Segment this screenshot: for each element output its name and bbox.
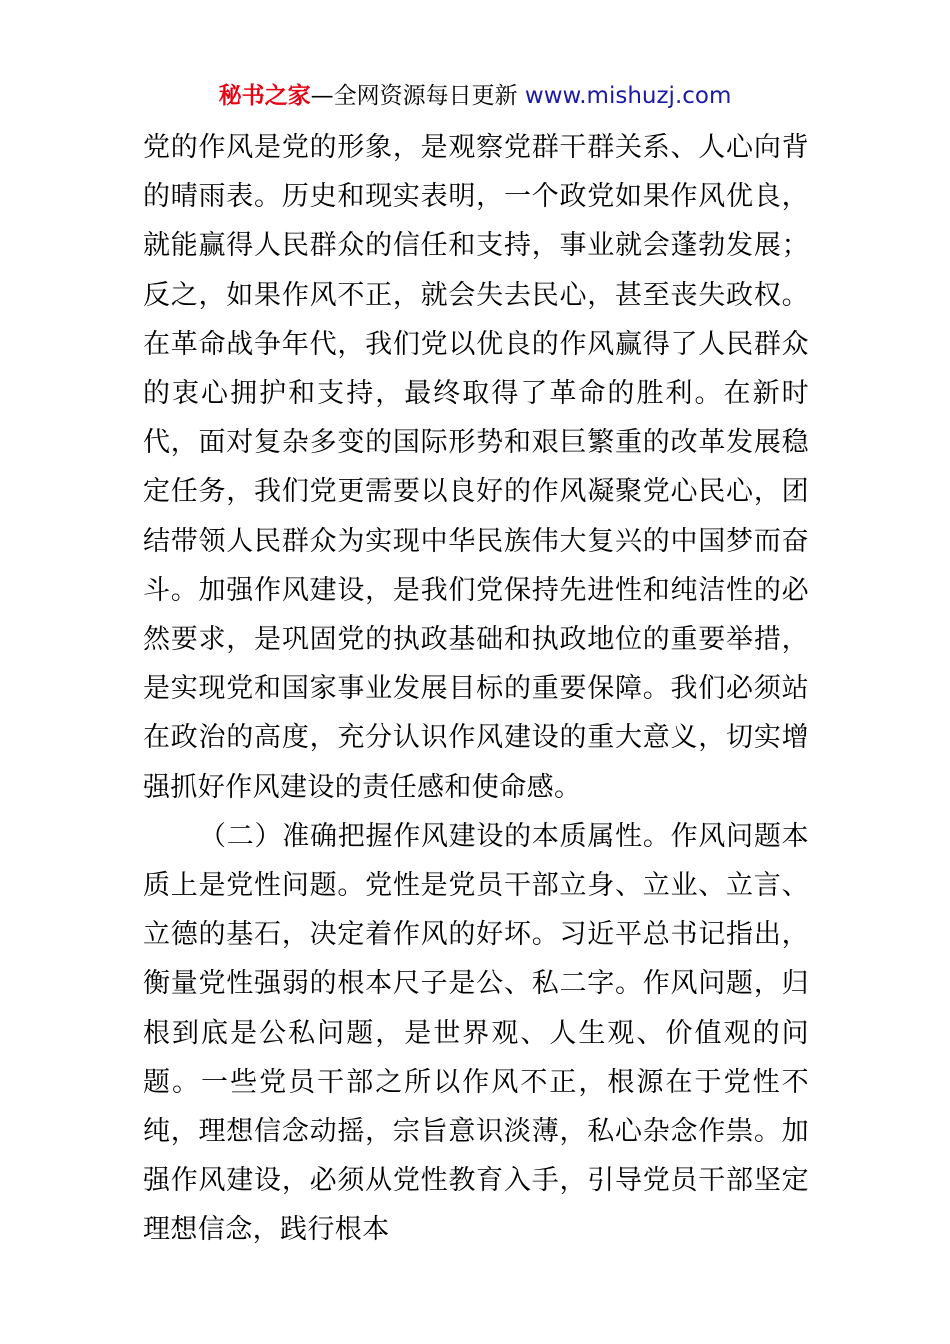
- document-body: [143, 123, 809, 1255]
- site-tagline: —全网资源每日更新: [310, 83, 518, 109]
- page-header: [0, 80, 950, 112]
- paragraph-continued: 党的作风是党的形象，是观察党群干群关系、人心向背的晴雨表。历史和现实表明，一个政党如果作风优良，就能赢得人民群众的信任和支持，事业就会蓬勃发展；反之，如果作风不正，就会失去民心，甚至丧失政权。在革命战争年代，我们党以优良的作风赢得了人民群众的衷心拥护和支持，最终取得了革命的胜利。在新时代，面对复杂多变的国际形势和艰巨繁重的改革发展稳定任务，我们党更需要以良好的作风凝聚党心民心，团结带领人民群众为实现中华民族伟大复兴的中国梦而奋斗。加强作风建设，是我们党保持先进性和纯洁性的必然要求，是巩固党的执政基础和执政地位的重要举措，是实现党和国家事业发展目标的重要保障。我们必须站在政治的高度，充分认识作风建设的重大意义，切实增强抓好作风建设的责任感和使命感。: [143, 132, 809, 803]
- site-brand: 秘书之家: [218, 83, 311, 109]
- paragraph-section-two: （二）准确把握作风建设的本质属性。作风问题本质上是党性问题。党性是党员干部立身、立业、立言、立德的基石，决定着作风的好坏。习近平总书记指出，衡量党性强弱的根本尺子是公、私二字。作风问题，归根到底是公私问题，是世界观、人生观、价值观的问题。一些党员干部之所以作风不正，根源在于党性不纯，理想信念动摇，宗旨意识淡薄，私心杂念作祟。加强作风建设，必须从党性教育入手，引导党员干部坚定理想信念，践行根本: [143, 820, 809, 1246]
- site-url-link[interactable]: www.mishuzj.com: [524, 83, 732, 109]
